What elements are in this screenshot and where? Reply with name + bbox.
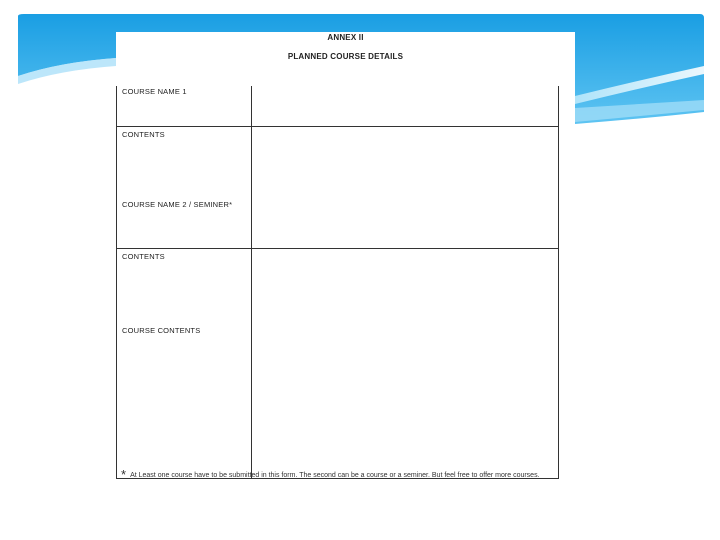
footnote: [121, 466, 566, 484]
annex-heading: ANNEX II: [327, 33, 364, 42]
course-details-form: [116, 32, 575, 502]
table-row-divider: [117, 126, 559, 127]
table-column-divider: [251, 86, 252, 478]
contents-2-label: CONTENTS: [122, 252, 165, 261]
course-name-2-label: COURSE NAME 2 / SEMINER*: [122, 200, 233, 209]
course-table: [116, 86, 559, 479]
course-contents-label: COURSE CONTENTS: [122, 326, 201, 335]
course-name-1-label: COURSE NAME 1: [122, 87, 187, 96]
table-row-divider: [117, 248, 559, 249]
footnote-text: At Least one course have to be submitted in this form. The second can be a course or a seminer. But feel free to offer more courses.: [130, 472, 540, 479]
footnote-marker: *: [121, 467, 127, 482]
contents-1-label: CONTENTS: [122, 130, 165, 139]
planned-course-heading: PLANNED COURSE DETAILS: [287, 52, 404, 61]
